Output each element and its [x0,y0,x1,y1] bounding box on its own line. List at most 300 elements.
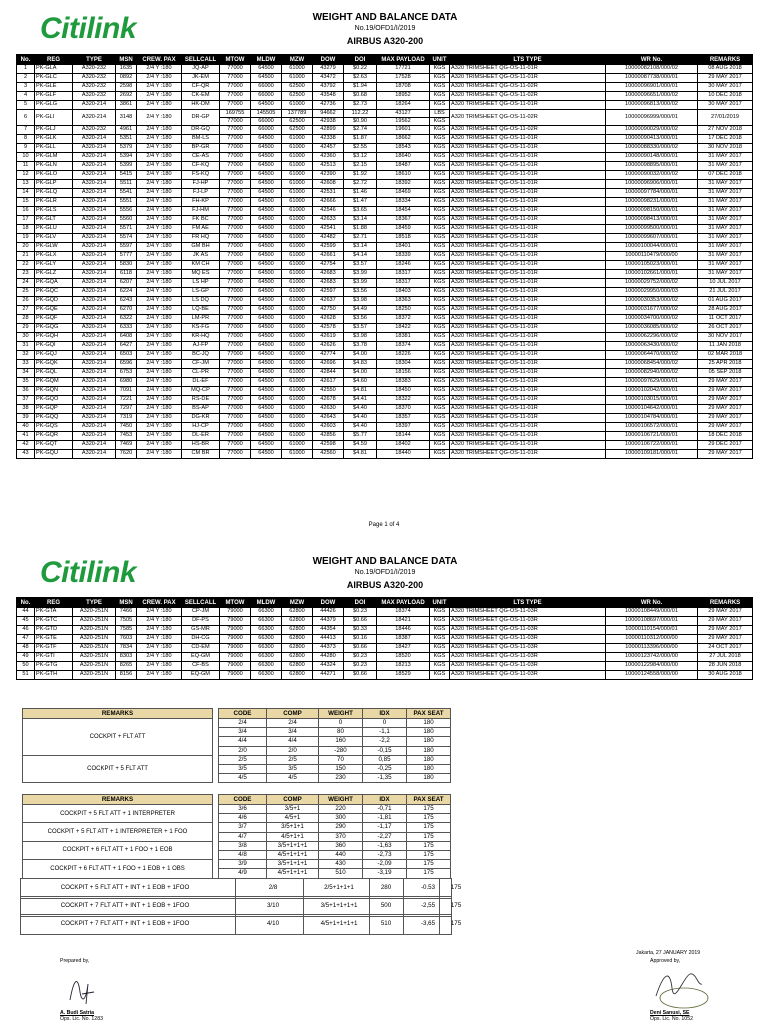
table-cell: 61000 [282,378,313,387]
table-cell: 28 JUN 2018 [698,662,753,671]
table-cell: 2/4 Y :180 [137,171,182,180]
code-table-header [23,795,451,805]
table-cell: 79000 [220,635,251,644]
table-cell: 64500 [251,207,282,216]
code-column-header: CODE [219,709,267,719]
code-table-cell: 175 [407,805,451,814]
table-cell: 42750 [313,306,344,315]
table-cell: PK-GQN [35,387,73,396]
table-cell: KGS [430,405,450,414]
table-cell: 5511 [116,180,137,189]
place-date: Jakarta, 27 JANUARY 2019 [636,950,701,956]
extra-remark: COCKPIT + 5 FLT ATT + INT + 1 EOB + 1FOO [60,884,190,891]
table-cell: A320 TRIMSHEET QG-OS-11-01R [450,324,606,333]
code-column-header: PAX SEAT [407,709,451,719]
column-header: LTS TYPE [450,598,606,608]
table-cell: KGS [430,360,450,369]
table-cell: A320 TRIMSHEET QG-OS-11-01R [450,261,606,270]
table-cell: 43 [17,450,35,459]
table-cell: 66300 [251,653,282,662]
table-cell: 32 [17,351,35,360]
code-table-cell: 4/6 [219,814,267,823]
table-cell: JK AS [182,252,220,261]
table-cell: 2/4 Y :180 [137,333,182,342]
table-cell: 29 MAY 2017 [698,396,753,405]
table-row [17,243,753,252]
table-cell: 61000 [282,324,313,333]
table-cell: 18422 [377,324,430,333]
extra-code: 2/8 [268,884,278,891]
table-cell: PK-GLY [35,261,73,270]
code-table-cell: -1,17 [363,823,407,832]
table-cell: 8 [17,135,35,144]
table-cell: A320 TRIMSHEET QG-OS-11-01R [450,225,606,234]
table-cell: A320-214 [73,198,116,207]
table-cell: 79000 [220,626,251,635]
approved-by-license: Ops. Lic. No. 1052 [650,1016,693,1022]
table-cell: FH-KP [182,198,220,207]
table-cell: 2/4 Y :180 [137,450,182,459]
table-cell: A320 TRIMSHEET QG-OS-11-01R [450,234,606,243]
table-row [17,324,753,333]
table-cell: 6408 [116,333,137,342]
table-cell: A320 TRIMSHEET QG-OS-11-01R [450,450,606,459]
table-cell: A320-214 [73,243,116,252]
table-cell: KGS [430,153,450,162]
table-cell: 15 [17,198,35,207]
table-cell: A320 TRIMSHEET QG-OS-11-01R [450,351,606,360]
table-cell: 62800 [282,635,313,644]
table-row [17,333,753,342]
table-cell: 18610 [377,171,430,180]
table-cell: 64500 [251,189,282,198]
table-cell: A320-214 [73,297,116,306]
table-cell: 77000 [220,378,251,387]
table-cell: A320-232 [73,74,116,83]
table-cell: 2/4 Y :180 [137,617,182,626]
table-cell: 6118 [116,270,137,279]
table-cell: 42390 [313,171,344,180]
table-cell: 2/4 Y :180 [137,671,182,680]
table-cell: A320-214 [73,450,116,459]
table-cell: CF-JM [182,360,220,369]
table-cell: A320 TRIMSHEET QG-OS-11-01R [450,396,606,405]
table-cell: 10000099607/000/01 [606,234,698,243]
table-cell: PK-GLM [35,153,73,162]
table-cell: $2.63 [344,74,377,83]
table-cell: 28 [17,315,35,324]
table-cell: 31 MAY 2017 [698,162,753,171]
table-cell: PK-GTE [35,635,73,644]
table-row [17,414,753,423]
table-cell: KGS [430,234,450,243]
code-table-cell: 2/5 [219,755,267,764]
table-cell: A320-214 [73,279,116,288]
table-cell: 27 [17,306,35,315]
table-row [17,297,753,306]
table-cell: A320-214 [73,378,116,387]
table-cell: 2/4 Y :180 [137,144,182,153]
table-cell: 77000 [220,135,251,144]
table-cell: 2/4 Y :180 [137,252,182,261]
cell-divider [303,915,304,934]
table-cell: 61000 [282,65,313,74]
table-cell: RS-DE [182,396,220,405]
table-cell: 7834 [116,644,137,653]
table-cell: 2/4 Y :180 [137,180,182,189]
table-cell: KGS [430,662,450,671]
table-cell: 8156 [116,671,137,680]
table-cell: $3.99 [344,279,377,288]
table-row [17,216,753,225]
column-header: MZW [282,598,313,608]
table-cell: $4.40 [344,423,377,432]
table-cell: 61000 [282,342,313,351]
table-cell: 79000 [220,617,251,626]
table-row [17,279,753,288]
table-cell: KGS [430,378,450,387]
table-cell: 30 [17,333,35,342]
code-column-header: COMP [267,709,319,719]
table-cell: 64500 [251,216,282,225]
table-cell: A320 TRIMSHEET QG-OS-11-01R [450,198,606,207]
table-cell: 64500 [251,414,282,423]
table-cell: CE-AS [182,153,220,162]
table-row [17,351,753,360]
table-cell: 31 MAY 2017 [698,216,753,225]
table-cell: 12 [17,171,35,180]
table-cell: A320 TRIMSHEET QG-OS-11-01R [450,288,606,297]
code-table-cell: -0,15 [363,746,407,755]
table-cell: PK-GTG [35,662,73,671]
table-cell: 42661 [313,252,344,261]
table-cell: $2.15 [344,162,377,171]
table-cell: 11 OCT 2017 [698,315,753,324]
table-cell: KR-HQ [182,333,220,342]
table-cell: 62500 [282,92,313,101]
document-header [250,556,520,590]
table-cell: 64500 [251,288,282,297]
table-cell: $4.83 [344,360,377,369]
table-cell: A320 TRIMSHEET QG-OS-11-01R [450,423,606,432]
crew-config-remark: COCKPIT + 6 FLT ATT + 1 FOO + 1 EOB + 1 OBS [23,860,213,878]
table-cell: 64500 [251,450,282,459]
table-cell: 2/4 Y :180 [137,216,182,225]
table-cell: 10000098231/000/01 [606,198,698,207]
table-cell: A320 TRIMSHEET QG-OS-11-01R [450,369,606,378]
table-cell: 10000096901/000/01 [606,83,698,92]
table-cell: 77000 [220,333,251,342]
table-cell: KGS [430,279,450,288]
table-cell: 2/4 Y :180 [137,644,182,653]
table-cell: 42619 [313,333,344,342]
table-cell: 23 [17,270,35,279]
table-cell: 2/4 Y :180 [137,207,182,216]
table-cell: 42598 [313,441,344,450]
table-cell: 6322 [116,315,137,324]
table-cell: A320 TRIMSHEET QG-OS-11-02R [450,83,606,92]
table-cell: $2.71 [344,234,377,243]
table-cell: A320 TRIMSHEET QG-OS-11-03R [450,617,606,626]
table-cell: DH-CG [182,635,220,644]
code-table-cell: 300 [319,814,363,823]
table-cell: 18304 [377,360,430,369]
code-table-cell: 230 [319,774,363,783]
table-cell: 77000 [220,171,251,180]
table-cell: PK-GTI [35,653,73,662]
table-cell: A320-214 [73,396,116,405]
code-table-cell: 0,85 [363,755,407,764]
table-cell: EQ-GM [182,671,220,680]
table-cell: 2/4 Y :180 [137,342,182,351]
table-cell: 2/4 Y :180 [137,135,182,144]
table-cell: 18487 [377,162,430,171]
table-cell: DL-ER [182,432,220,441]
table-cell: 2/4 Y :180 [137,162,182,171]
extra-comp: 4/5+1+1+1+1 [320,920,358,927]
table-cell: 2/4 Y :180 [137,432,182,441]
table-cell: 42754 [313,261,344,270]
table-cell: 42856 [313,432,344,441]
table-cell: A320-214 [73,135,116,144]
table-cell: HS-BR [182,441,220,450]
table-cell: 5574 [116,234,137,243]
table-cell: A320-214 [73,180,116,189]
table-cell-part: KGS [430,117,449,125]
table-cell: PK-GQK [35,360,73,369]
table-cell-part: 145505 [256,110,276,116]
table-cell: 42513 [313,162,344,171]
extra-weight: 280 [380,884,392,891]
code-column-header: CODE [219,795,267,805]
code-table-cell: 4/9 [219,869,267,878]
column-header: DOI [344,55,377,65]
table-row [17,74,753,83]
table-cell: 6980 [116,378,137,387]
code-table-cell: 3/4 [267,728,319,737]
table-cell: A320-214 [73,387,116,396]
table-cell: 2/4 Y :180 [137,234,182,243]
table-cell: A320 TRIMSHEET QG-OS-11-03R [450,662,606,671]
table-cell: 31 MAY 2017 [698,198,753,207]
table-cell: 30 AUG 2018 [698,671,753,680]
table-cell: A320 TRIMSHEET QG-OS-11-01R [450,315,606,324]
table-cell: 18392 [377,180,430,189]
table-row [17,207,753,216]
code-column-header: REMARKS [23,795,213,805]
table-row [17,126,753,135]
table-cell: PK-GQF [35,315,73,324]
table-cell: 42633 [313,216,344,225]
table-cell: 66300 [251,671,282,680]
table-cell: 25 APR 2018 [698,360,753,369]
table-cell-part: LBS [434,110,445,116]
table-cell: $1.46 [344,189,377,198]
table-cell: 10000087738/000/01 [606,74,698,83]
table-cell: 41 [17,432,35,441]
extra-comp: 2/5+1+1+1 [324,884,354,891]
table-cell: PK-GTD [35,626,73,635]
table-cell: 44379 [313,617,344,626]
cell-divider [403,915,404,934]
table-cell: 77000 [220,450,251,459]
table-cell: FJ-HM [182,207,220,216]
table-cell: 31 MAY 2017 [698,234,753,243]
table-cell: A320 TRIMSHEET QG-OS-11-03R [450,635,606,644]
table-cell: KGS [430,432,450,441]
table-cell: 44373 [313,644,344,653]
table-cell: A320 TRIMSHEET QG-OS-11-03R [450,644,606,653]
table-cell: KGS [430,252,450,261]
table-cell: 18440 [377,450,430,459]
table-row [17,617,753,626]
code-table-cell: 510 [319,869,363,878]
code-table-cell: 0 [319,719,363,728]
table-cell: 64500 [251,432,282,441]
table-cell: 77000 [220,324,251,333]
table-cell: KGS [430,333,450,342]
table-cell: 61000 [282,153,313,162]
table-cell: 6753 [116,369,137,378]
table-cell: 42899 [313,126,344,135]
table-cell: 77000 [220,153,251,162]
table-cell: 10 DEC 2018 [698,92,753,101]
table-cell: PK-GQC [35,288,73,297]
table-cell: 10000108449/000/01 [606,608,698,617]
table-cell: 11 JAN 2018 [698,342,753,351]
code-table-cell: 220 [319,805,363,814]
table-cell: 31 MAY 2017 [698,252,753,261]
code-column-header: WEIGHT [319,795,363,805]
table-cell: PK-GQR [35,432,73,441]
code-table-cell: 3/8 [219,841,267,850]
table-cell: $1.47 [344,198,377,207]
table-cell: A320 TRIMSHEET QG-OS-11-01R [450,270,606,279]
table-cell: 5571 [116,225,137,234]
table-cell: 66300 [251,635,282,644]
table-cell: 29 MAY 2017 [698,450,753,459]
table-cell: $0.22 [344,65,377,74]
table-cell: 40 [17,423,35,432]
table-row [17,288,753,297]
table-cell: A320 TRIMSHEET QG-OS-11-01R [450,279,606,288]
table-cell: 2/4 Y :180 [137,360,182,369]
table-cell: 79000 [220,644,251,653]
table-cell: 10000103015/000/01 [606,396,698,405]
table-cell: 2/4 Y :180 [137,423,182,432]
column-header: REMARKS [698,598,753,608]
table-cell: 77000 [220,387,251,396]
table-cell: A320-214 [73,207,116,216]
table-cell: 21 JUL 2017 [698,288,753,297]
column-header: DOW [313,55,344,65]
table-cell: 42541 [313,225,344,234]
table-cell: 49 [17,653,35,662]
table-cell: A320 TRIMSHEET QG-OS-11-02R [450,126,606,135]
table-cell: A320 TRIMSHEET QG-OS-11-01R [450,360,606,369]
table-cell-part: 42938 [313,117,343,125]
table-cell: 77000 [220,306,251,315]
table-cell: 77000 [220,74,251,83]
table-cell: PK-GQU [35,450,73,459]
table-cell: 18334 [377,198,430,207]
table-cell: 18374 [377,342,430,351]
table-cell: 2/4 Y :180 [137,306,182,315]
table-cell: KGS [430,65,450,74]
table-cell: 1 [17,65,35,74]
table-cell: 77000 [220,92,251,101]
table-cell: 2/4 Y :180 [137,83,182,92]
table-cell: 77000 [220,198,251,207]
table-cell: A320-214 [73,441,116,450]
table-cell: 18708 [377,83,430,92]
table-cell: 5551 [116,198,137,207]
table-cell: LS-GP [182,288,220,297]
table-cell: 10000110479/000/00 [606,252,698,261]
table-cell: 10000090148/000/01 [606,153,698,162]
code-table-cell: 180 [407,728,451,737]
table-cell: $3.99 [344,270,377,279]
column-header: DOW [313,598,344,608]
table-cell: 10000102042/000/01 [606,387,698,396]
column-header: MLDW [251,598,282,608]
code-table-cell: -2,2 [363,737,407,746]
table-cell: 62800 [282,644,313,653]
table-row [17,270,753,279]
table-cell-part: $0.90 [344,117,376,125]
table-cell: 42603 [313,423,344,432]
table-cell: KGS [430,225,450,234]
table-cell: 42457 [313,144,344,153]
code-table-row [23,755,451,764]
table-cell: KGS [430,189,450,198]
table-cell: 18 [17,225,35,234]
code-table-cell: 290 [319,823,363,832]
table-cell: 2598 [116,83,137,92]
table-cell: 18374 [377,608,430,617]
table-row [17,252,753,261]
citilink-logo: Citilink [40,12,137,45]
table-cell: $2.55 [344,144,377,153]
table-cell: 29 MAY 2017 [698,378,753,387]
table-cell: 2/4 Y :180 [137,243,182,252]
extra-weight: 500 [380,902,392,909]
table-cell: KM CH [182,261,220,270]
table-cell: A320-214 [73,189,116,198]
table-cell-part: 66000 [251,117,281,125]
approved-by-block [650,1010,693,1022]
table-cell: 66000 [251,92,282,101]
table-cell: 61000 [282,450,313,459]
table-cell: 77000 [220,360,251,369]
table-cell: A320 TRIMSHEET QG-OS-11-01R [450,252,606,261]
code-table-cell: -0,71 [363,805,407,814]
table-cell: 5541 [116,189,137,198]
table-cell: 77000 [220,342,251,351]
code-table-cell: 3/5 [267,764,319,773]
code-column-header: WEIGHT [319,709,363,719]
table-cell: 8265 [116,662,137,671]
table-cell: A320-214 [73,288,116,297]
table-cell: BM-LS [182,135,220,144]
table-cell [282,110,313,126]
table-cell: 18520 [377,653,430,662]
table-cell: $3.14 [344,243,377,252]
table-cell: A320-214 [73,234,116,243]
table-cell: A320-251N [73,626,116,635]
code-table-cell: 2/0 [219,746,267,755]
code-table-cell: 175 [407,814,451,823]
